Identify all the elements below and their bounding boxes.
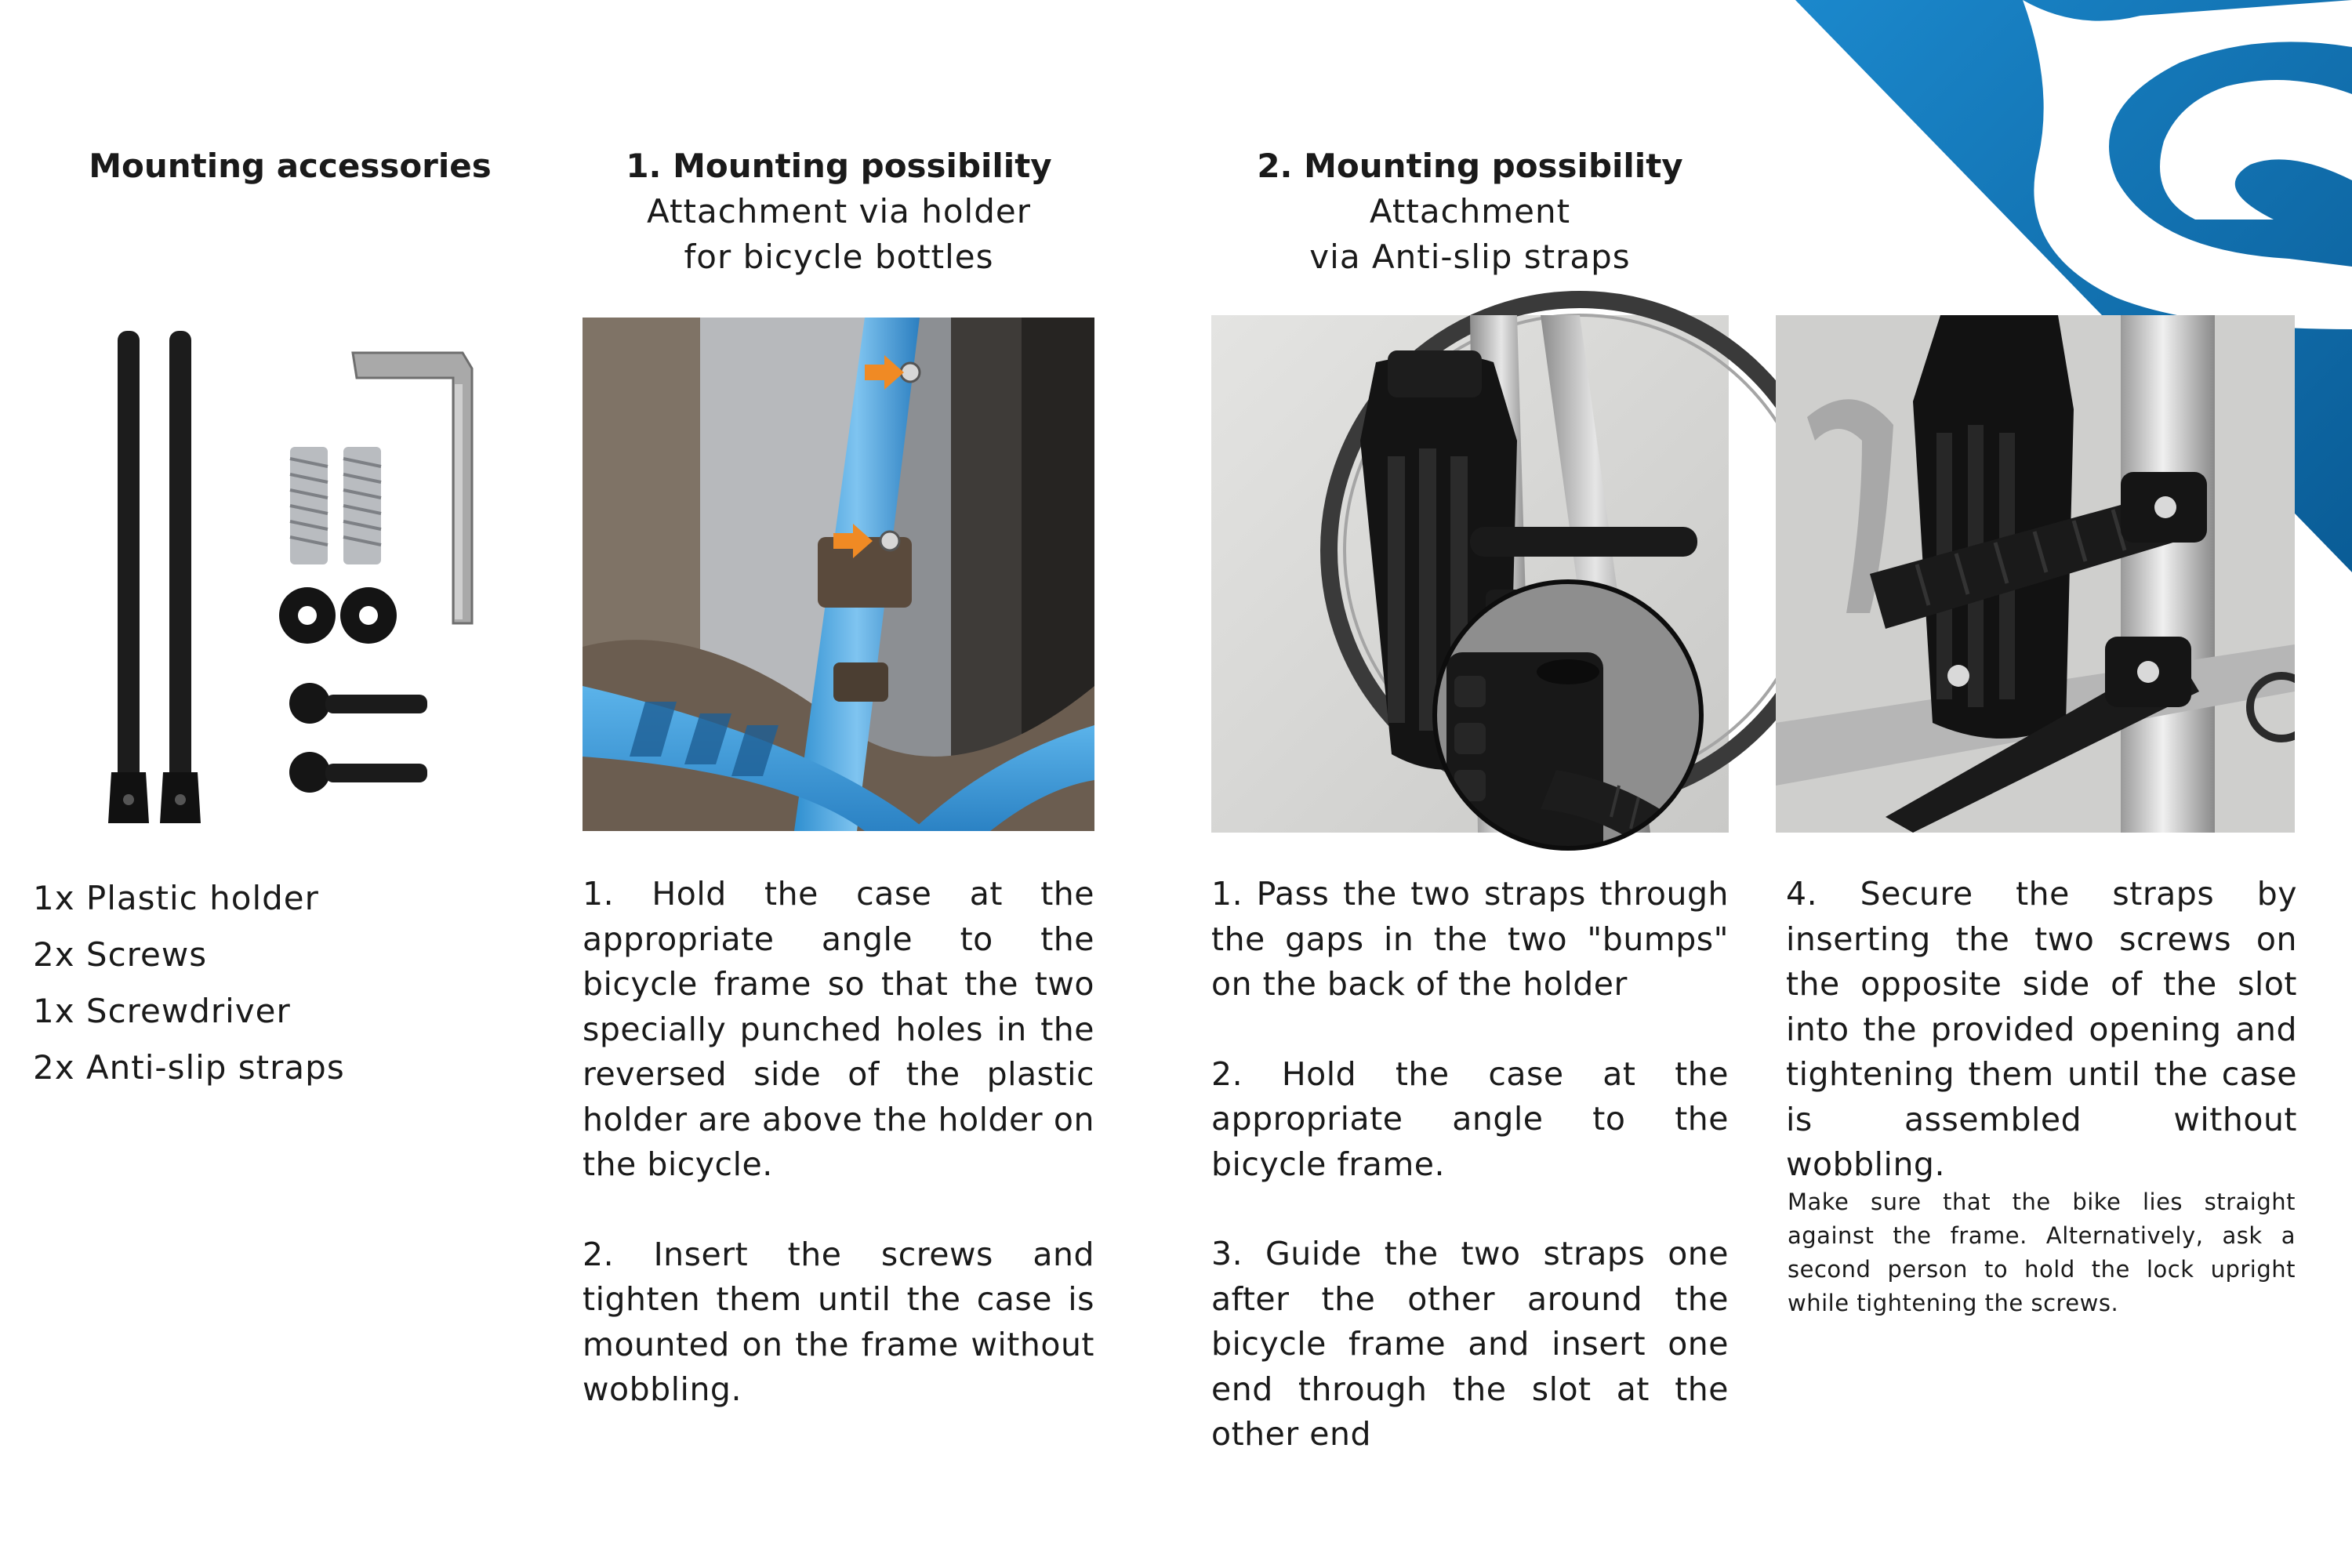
- option2-step1: 1. Pass the two straps through the gaps in the two "bumps" on the back of the holder: [1211, 875, 1729, 1003]
- option1-heading: [580, 143, 1098, 280]
- accessories-image: [94, 321, 486, 831]
- photo-bottle-holder-mount: [583, 318, 1094, 831]
- washer-icon: [279, 587, 397, 644]
- option1-title: 1. Mounting possibility: [626, 147, 1052, 185]
- list-item: 1x Plastic holder: [33, 879, 319, 917]
- threaded-insert-icon: [290, 447, 381, 564]
- option1-subtitle-line1: Attachment via holder: [647, 192, 1031, 230]
- anti-slip-strap-icon: [108, 331, 149, 823]
- list-item: 2x Anti-slip straps: [33, 1048, 345, 1087]
- list-item: 1x Screwdriver: [33, 992, 291, 1030]
- option2-subtitle-line1: Attachment: [1369, 192, 1571, 230]
- option2-note: Make sure that the bike lies straight against the frame. Alternatively, ask a second person to hold the lock upright while tightening the screws.: [1788, 1189, 2296, 1316]
- option1-step1: 1. Hold the case at the appropriate angle to the bicycle frame so that the two specially punched holes in the reversed side of the plastic holder are above the holder on the bicycle.: [583, 875, 1094, 1183]
- option1-subtitle-line2: for bicycle bottles: [684, 238, 994, 276]
- option2-subtitle-line2: via Anti-slip straps: [1309, 238, 1631, 276]
- accessories-title: Mounting accessories: [89, 147, 492, 185]
- option2-step4-block: [1786, 872, 2297, 1188]
- option2-title: 2. Mounting possibility: [1257, 147, 1683, 185]
- option2-step2: 2. Hold the case at the appropriate angle to the bicycle frame.: [1211, 1054, 1729, 1183]
- option2-step4: 4. Secure the straps by inserting the two screws on the opposite side of the slot into the provided opening and tightening them until the case is assembled without wobbling.: [1786, 875, 2297, 1183]
- photo-strap-mount: [1211, 315, 1729, 833]
- option2-step3: 3. Guide the two straps one after the other around the bicycle frame and insert one end through the slot at the other end: [1211, 1235, 1729, 1453]
- option1-step2: 2. Insert the screws and tighten them until the case is mounted on the frame without wobbling.: [583, 1235, 1094, 1408]
- option1-instructions: [583, 872, 1094, 1413]
- option2-instructions: [1211, 872, 1729, 1457]
- screw-icon: [289, 683, 427, 793]
- accessories-list: [33, 870, 519, 1096]
- option2-heading: [1211, 143, 1729, 280]
- list-item: 2x Screws: [33, 935, 208, 974]
- anti-slip-strap-icon: [160, 331, 201, 823]
- photo-assembled: [1776, 315, 2295, 833]
